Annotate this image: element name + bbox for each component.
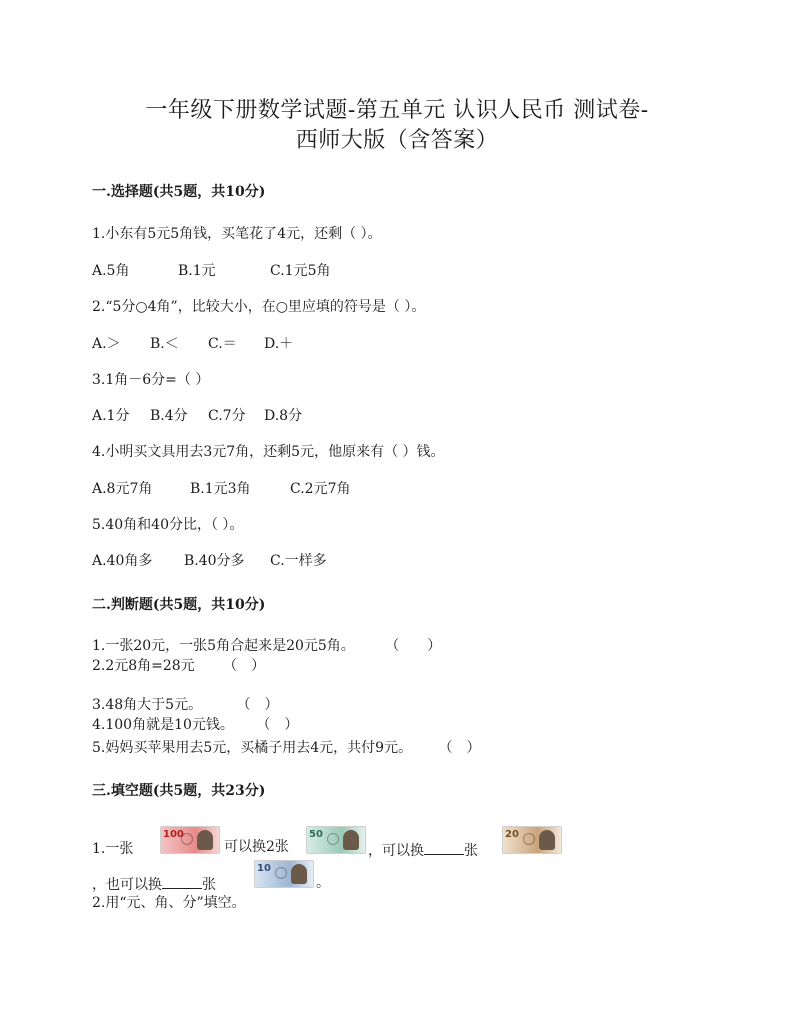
question-5-options xyxy=(92,552,692,570)
option-c[interactable]: C.2元7角 xyxy=(290,481,351,497)
question-5: 5.40角和40分比，（ ）。 xyxy=(92,517,244,533)
option-c[interactable]: C.一样多 xyxy=(270,553,327,569)
emblem-icon xyxy=(275,867,287,879)
question-1-options xyxy=(92,262,692,280)
fill-text: ，也可以换 xyxy=(92,877,162,893)
portrait-icon xyxy=(197,830,213,850)
banknote-denomination: 10 xyxy=(257,863,271,874)
answer-paren[interactable]: （ ） xyxy=(223,658,266,674)
section-heading-fill: 三.填空题(共5题，共23分) xyxy=(92,783,266,799)
answer-paren[interactable]: （ ） xyxy=(438,740,481,756)
fill-q2: 2.用“元、角、分”填空。 xyxy=(92,895,246,911)
fill-text: 张 xyxy=(202,877,216,893)
banknote-50-image xyxy=(306,826,366,854)
page-title-line2: 西师大版（含答案） xyxy=(295,128,499,153)
question-3-options xyxy=(92,407,692,425)
option-a[interactable]: A.5角 xyxy=(92,263,130,279)
fill-text: 张 xyxy=(464,843,478,859)
answer-paren[interactable]: （ ） xyxy=(385,638,442,654)
judge-text: 5.妈妈买苹果用去5元，买橘子用去4元，共付9元。 xyxy=(92,740,413,756)
banknote-denomination: 50 xyxy=(309,829,323,840)
portrait-icon xyxy=(291,864,307,884)
option-d[interactable]: D.＋ xyxy=(264,336,294,352)
fill-q1-text-e xyxy=(92,874,216,894)
banknote-20-image xyxy=(502,826,562,854)
page-title-line1: 一年级下册数学试题-第五单元 认识人民币 测试卷- xyxy=(145,98,649,123)
option-b[interactable]: B.1元3角 xyxy=(190,481,251,497)
judge-text: 3.48角大于5元。 xyxy=(92,697,203,713)
judge-item-2 xyxy=(92,657,265,675)
judge-text: 4.100角就是10元钱。 xyxy=(92,717,234,733)
option-d[interactable]: D.8分 xyxy=(264,408,303,424)
question-1: 1.小东有5元5角钱，买笔花了4元，还剩（ ）。 xyxy=(92,226,382,242)
option-b[interactable]: B.40分多 xyxy=(184,553,245,569)
option-a[interactable]: A.8元7角 xyxy=(92,481,153,497)
fill-q1-text-c xyxy=(368,840,478,860)
question-4: 4.小明买文具用去3元7角，还剩5元，他原来有（ ）钱。 xyxy=(92,444,445,460)
option-a[interactable]: A.40角多 xyxy=(92,553,153,569)
fill-q1-end: 。 xyxy=(316,875,330,891)
option-c[interactable]: C.＝ xyxy=(208,336,237,352)
fill-q1-label: 1.一张 xyxy=(92,841,134,857)
option-c[interactable]: C.1元5角 xyxy=(270,263,331,279)
answer-blank[interactable] xyxy=(424,840,464,855)
section-heading-judge: 二.判断题(共5题，共10分) xyxy=(92,597,266,613)
option-b[interactable]: B.1元 xyxy=(178,263,216,279)
judge-text: 2.2元8角=28元 xyxy=(92,658,195,674)
banknote-denomination: 20 xyxy=(505,829,519,840)
emblem-icon xyxy=(523,833,535,845)
banknote-100-image xyxy=(160,826,220,854)
portrait-icon xyxy=(539,830,555,850)
judge-item-5 xyxy=(92,739,481,757)
section-heading-choice: 一.选择题(共5题，共10分) xyxy=(92,184,266,200)
option-a[interactable]: A.1分 xyxy=(92,408,130,424)
banknote-denomination: 100 xyxy=(163,829,184,840)
answer-paren[interactable]: （ ） xyxy=(256,717,299,733)
fill-text: ，可以换 xyxy=(368,843,424,859)
emblem-icon xyxy=(181,833,193,845)
banknote-10-image xyxy=(254,860,314,888)
answer-blank[interactable] xyxy=(162,874,202,889)
judge-item-1 xyxy=(92,637,441,655)
judge-text: 1.一张20元，一张5角合起来是20元5角。 xyxy=(92,638,355,654)
option-c[interactable]: C.7分 xyxy=(208,408,246,424)
portrait-icon xyxy=(343,830,359,850)
option-b[interactable]: B.4分 xyxy=(150,408,188,424)
option-b[interactable]: B.＜ xyxy=(150,336,179,352)
question-4-options xyxy=(92,480,692,498)
judge-item-4 xyxy=(92,716,298,734)
emblem-icon xyxy=(327,833,339,845)
judge-item-3 xyxy=(92,696,279,714)
question-2: 2.“5分○4角”，比较大小，在○里应填的符号是（ ）。 xyxy=(92,299,426,315)
question-2-options xyxy=(92,335,692,353)
option-a[interactable]: A.＞ xyxy=(92,336,121,352)
fill-q1-text-b: 可以换2张 xyxy=(224,839,289,855)
answer-paren[interactable]: （ ） xyxy=(236,697,279,713)
question-3: 3.1角－6分=（ ） xyxy=(92,372,210,388)
